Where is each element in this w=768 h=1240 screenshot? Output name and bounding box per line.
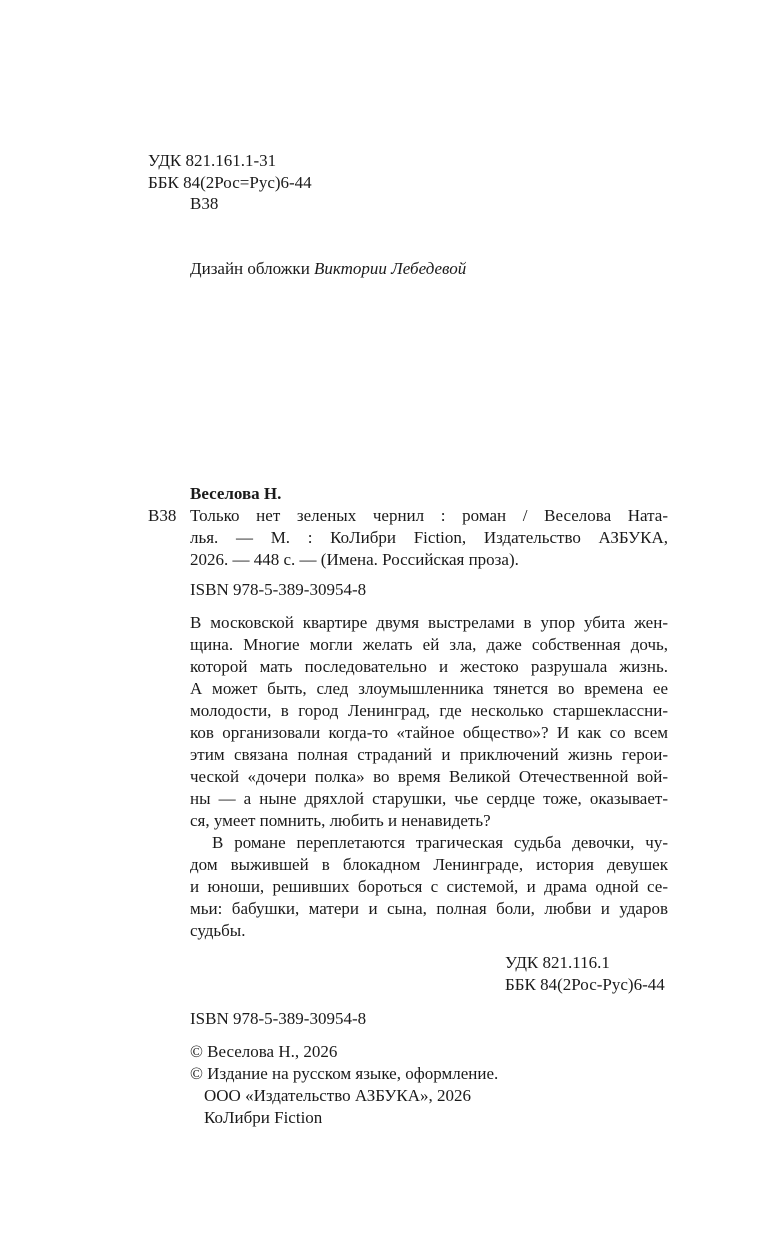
annotation-line: которой мать последовательно и жестоко разрушала жизнь. (190, 657, 668, 676)
copyright-author: © Веселова Н., 2026 (190, 1042, 338, 1061)
annotation-line: щина. Многие могли желать ей зла, даже собственная дочь, (190, 635, 668, 654)
catalog-author: Веселова Н. (190, 484, 282, 503)
design-credit-prefix: Дизайн обложки (190, 259, 315, 278)
annotation-line: и юноши, решивших бороться с системой, и драма одной се- (190, 877, 668, 896)
bib-line: лья. — М. : КоЛибри Fiction, Издательство АЗБУКА, (190, 528, 668, 547)
bbk-code: ББК 84(2Рос=Рус)6-44 (148, 173, 312, 192)
annotation-line: ков организовали когда-то «тайное общество»? И как со всем (190, 723, 668, 742)
catalog-isbn: ISBN 978-5-389-30954-8 (190, 580, 367, 599)
designer-name: Виктории Лебедевой (314, 259, 467, 278)
annotation-line: мьи: бабушки, матери и сына, полная боли, любви и ударов (190, 899, 668, 918)
catalog-code: В38 (148, 506, 177, 525)
annotation-line: ны — а ныне дряхлой старушки, чье сердце тоже, оказывает- (190, 789, 668, 808)
publisher-name: ООО «Издательство АЗБУКА», 2026 (204, 1086, 472, 1105)
udk-code: УДК 821.161.1-31 (148, 151, 277, 170)
annotation-line: ся, умеет помнить, любить и ненавидеть? (190, 811, 491, 830)
design-credit (190, 259, 466, 279)
imprint-name: КоЛибри Fiction (204, 1108, 323, 1127)
right-udk-code: УДК 821.116.1 (505, 953, 610, 972)
bib-line: 2026. — 448 с. — (Имена. Российская проза). (190, 550, 519, 569)
footer-isbn: ISBN 978-5-389-30954-8 (190, 1009, 367, 1028)
annotation-line: молодости, в город Ленинград, где несколько старшеклассни- (190, 701, 668, 720)
right-bbk-code: ББК 84(2Рос-Рус)6-44 (505, 975, 665, 994)
copyright-edition: © Издание на русском языке, оформление. (190, 1064, 499, 1083)
bib-line: Только нет зеленых чернил : роман / Веселова Ната- (190, 506, 668, 525)
author-sign-code: В38 (190, 194, 219, 213)
annotation-line: судьбы. (190, 921, 246, 940)
annotation-line: В московской квартире двумя выстрелами в упор убита жен- (190, 613, 668, 632)
annotation-line: В романе переплетаются трагическая судьба девочки, чу- (212, 833, 668, 852)
annotation-line: ческой «дочери полка» во время Великой Отечественной вой- (190, 767, 668, 786)
annotation-line: А может быть, след злоумышленника тянется во времена ее (190, 679, 668, 698)
annotation-line: дом выжившей в блокадном Ленинграде, история девушек (190, 855, 668, 874)
annotation-line: этим связана полная страданий и приключений жизнь герои- (190, 745, 668, 764)
